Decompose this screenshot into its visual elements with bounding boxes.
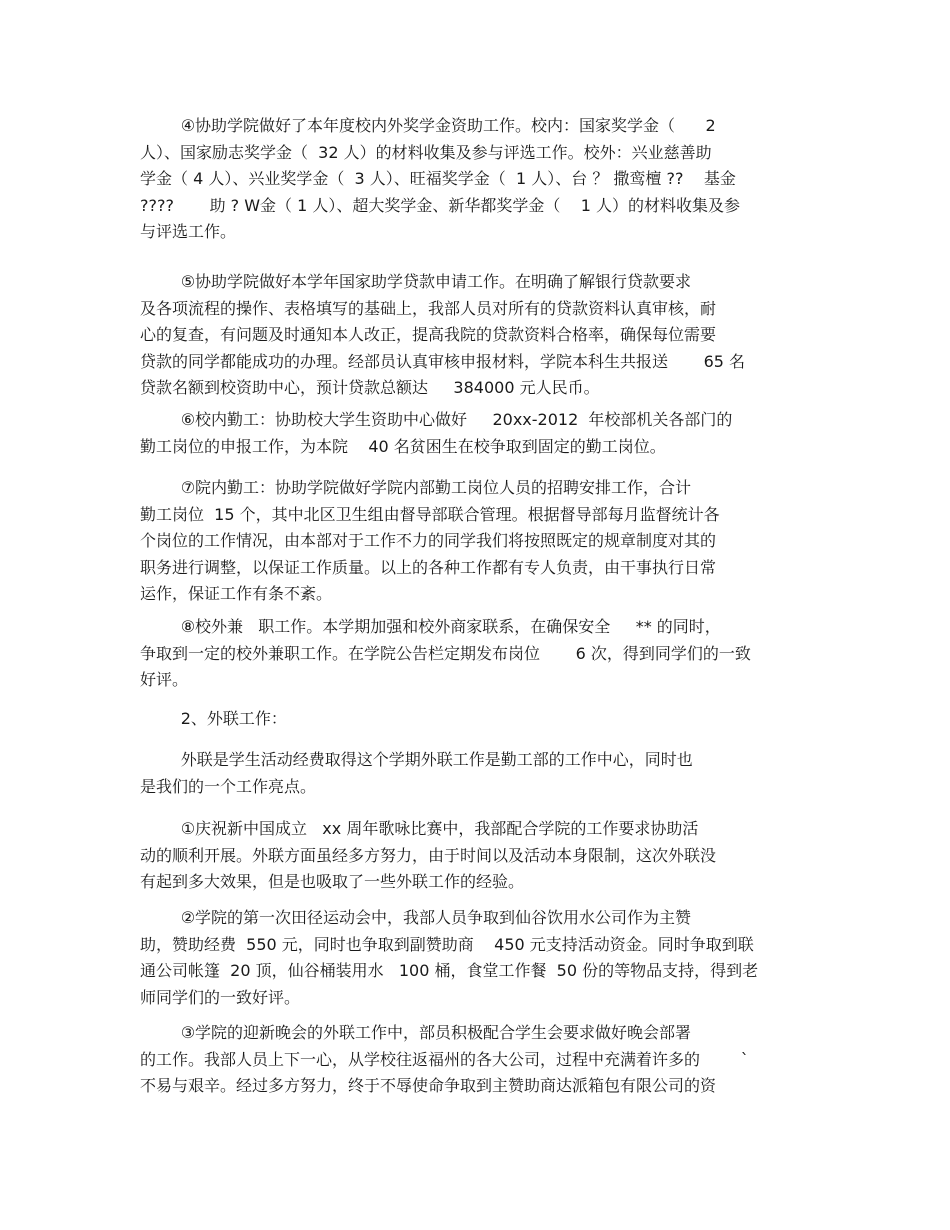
text-line: 助，赞助经费 550 元，同时也争取到副赞助商 450 元支持活动资金。同时争取到联 (140, 934, 754, 954)
text-line: 的工作。我部人员上下一心，从学校往返福州的各大公司，过程中充满着许多的 ` (140, 1049, 749, 1069)
text-line: ②学院的第一次田径运动会中，我部人员争取到仙谷饮用水公司作为主赞 (140, 908, 692, 927)
text-line: 勤工岗位 15 个，其中北区卫生组由督导部联合管理。根据督导部每月监督统计各 (140, 504, 720, 524)
paragraph-part-time-jobs (140, 614, 805, 694)
text-line: 是我们的一个工作亮点。 (140, 776, 317, 796)
text-line: ③学院的迎新晚会的外联工作中，部员积极配合学生会要求做好晚会部署 (140, 1023, 692, 1042)
text-line: 师同学们的一致好评。 (140, 987, 301, 1007)
paragraph-welcome-party (140, 1020, 805, 1100)
text-line: 贷款的同学都能成功的办理。经部员认真审核申报材料，学院本科生共报送 65 名 (140, 351, 746, 371)
paragraph-scholarship-assistance (140, 113, 805, 246)
text-line: 个岗位的工作情况，由本部对于工作不力的同学我们将按照既定的规章制度对其的 (140, 531, 717, 551)
section-heading-outreach (140, 706, 805, 733)
text-line: 有起到多大效果，但是也吸取了一些外联工作的经验。 (140, 872, 525, 892)
text-line: 心的复查，有问题及时通知本人改正，提高我院的贷款资料合格率，确保每位需要 (140, 325, 717, 345)
text-line: ⑥校内勤工：协助校大学生资助中心做好 20xx-2012 年校部机关各部门的 (140, 410, 733, 429)
paragraph-sports-meet (140, 905, 805, 1011)
text-line: 争取到一定的校外兼职工作。在学院公告栏定期发布岗位 6 次，得到同学们的一致 (140, 643, 751, 663)
text-line: 动的顺利开展。外联方面虽经多方努力，由于时间以及活动本身限制，这次外联没 (140, 845, 717, 865)
text-line: ???? 助 ? W金（ 1 人）、超大奖学金、新华都奖学金（ 1 人）的材料收集及参 (140, 195, 741, 215)
text-line: 学金（ 4 人）、兴业奖学金（ 3 人）、旺福奖学金（ 1 人）、台 ？ 撒鸾檀 ?? 基金 (140, 169, 736, 189)
text-line: 2、外联工作： (140, 709, 287, 728)
text-line: 职务进行调整，以保证工作质量。以上的各种工作都有专人负责，由干事执行日常 (140, 557, 717, 577)
paragraph-singing-contest (140, 816, 805, 896)
paragraph-campus-work-study (140, 407, 805, 460)
text-line: 勤工岗位的申报工作，为本院 40 名贫困生在校争取到固定的勤工岗位。 (140, 436, 666, 456)
text-line: ④协助学院做好了本年度校内外奖学金资助工作。校内：国家奖学金（ 2 (140, 116, 716, 135)
text-line: ①庆祝新中国成立 xx 周年歌咏比赛中，我部配合学院的工作要求协助活 (140, 819, 699, 838)
paragraph-student-loan (140, 269, 805, 402)
text-line: 贷款名额到校资助中心，预计贷款总额达 384000 元人民币。 (140, 378, 600, 398)
text-line: 外联是学生活动经费取得这个学期外联工作是勤工部的工作中心，同时也 (140, 750, 693, 769)
paragraph-outreach-intro (140, 747, 805, 800)
text-line: 运作，保证工作有条不紊。 (140, 584, 333, 604)
text-line: ⑦院内勤工：协助学院做好学院内部勤工岗位人员的招聘安排工作，合计 (140, 478, 692, 497)
paragraph-college-work-study (140, 475, 805, 608)
text-line: 与评选工作。 (140, 222, 237, 242)
text-line: 通公司帐篷 20 顶，仙谷桶装用水 100 桶，食堂工作餐 50 份的等物品支持，得到老 (140, 961, 759, 981)
text-line: 及各项流程的操作、表格填写的基础上，我部人员对所有的贷款资料认真审核，耐 (140, 298, 717, 318)
text-line: 好评。 (140, 670, 189, 690)
text-line: 人）、国家励志奖学金（ 32 人）的材料收集及参与评选工作。校外：兴业慈善助 (140, 142, 712, 162)
text-line: ⑤协助学院做好本学年国家助学贷款申请工作。在明确了解银行贷款要求 (140, 272, 692, 291)
text-line: ⑧校外兼 职工作。本学期加强和校外商家联系，在确保安全 ** 的同时， (140, 617, 721, 636)
text-line: 不易与艰辛。经过多方努力，终于不辱使命争取到主赞助商达派箱包有限公司的资 (140, 1076, 717, 1096)
